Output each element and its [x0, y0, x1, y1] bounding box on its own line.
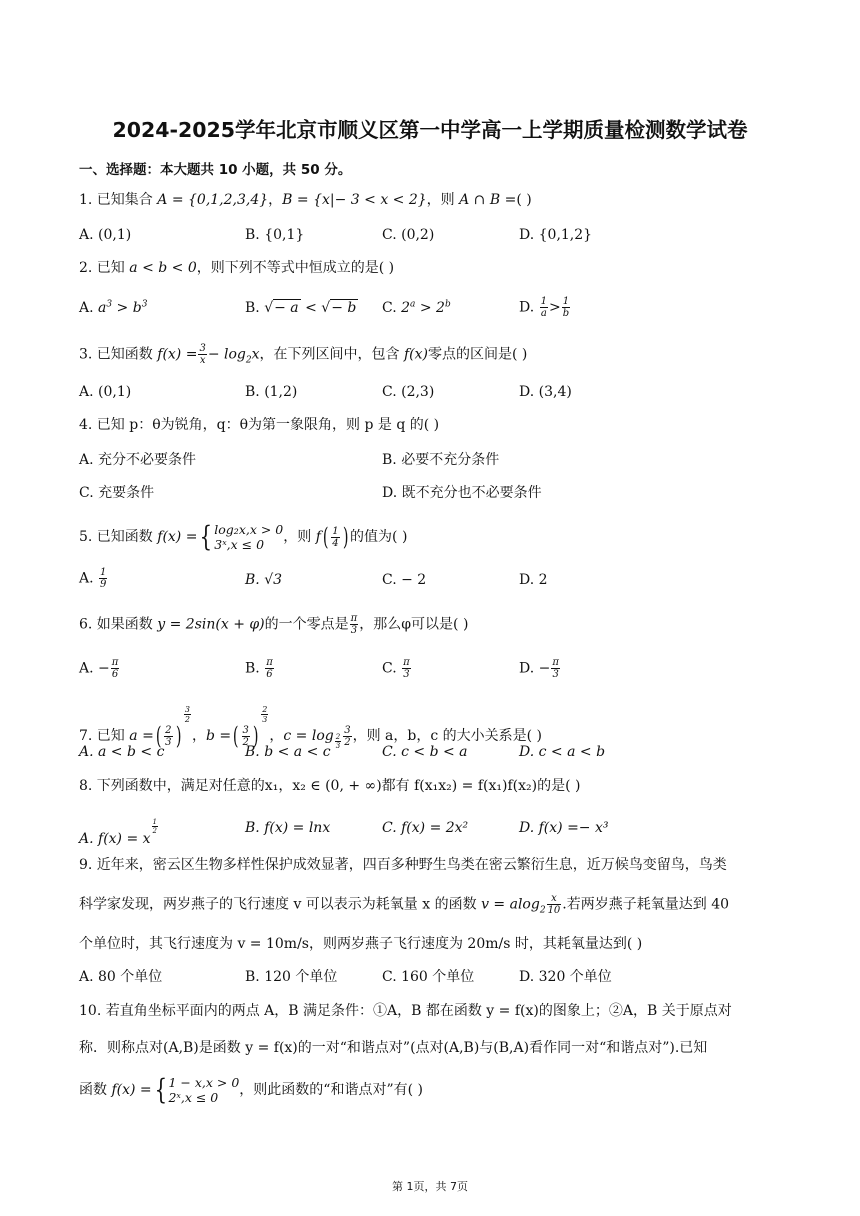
page-footer: 第 1页，共 7页: [392, 1180, 468, 1193]
q9-text-a: 科学家发现，两岁燕子的飞行速度 v 可以表示为耗氧量 x 的函数: [79, 896, 482, 913]
q6-stem: 6. 如果函数: [79, 616, 158, 633]
q3-stem-c: 零点的区间是( ): [428, 346, 528, 363]
q8-option-c: C. f(x) = 2x²: [382, 820, 469, 836]
q3-x: x: [251, 346, 260, 363]
q5-option-b: [245, 570, 282, 590]
q4-option-d: D. 既不充分也不必要条件: [382, 485, 542, 501]
q7-stem: 7. 已知: [79, 728, 130, 744]
q4-option-c: C. 充要条件: [79, 485, 155, 501]
q3-stem: 3. 已知函数: [79, 346, 158, 363]
q10-text-b: ，则此函数的“和谐点对”有( ): [239, 1082, 423, 1098]
q9-option-a: A. 80 个单位: [79, 969, 163, 985]
q6-func: y = 2sin(x + φ): [157, 616, 265, 633]
q5-option-c: C. − 2: [382, 572, 427, 588]
q6-stem-b: 的一个零点是: [264, 616, 349, 633]
q5-option-d: D. 2: [519, 572, 548, 588]
q6-stem-c: ，那么φ可以是( ): [359, 616, 469, 633]
q10-func: f(x) =: [111, 1082, 152, 1098]
q6-option-a: A. − $\frac{\pi}{6}$: [79, 657, 119, 680]
q1-option-c: C. (0,2): [382, 227, 435, 243]
q3-func: f(x) =: [157, 346, 198, 363]
question-7: 7. 已知 a =( $\frac{2}{3}$ ) $^{\frac{3}{2}}$ ，b =( $\frac{3}{2}$ ) $^{\frac{2}{3}}$ ，c = log $_{\frac{2}{3}}$ $\frac{3}{2}$ ，则 a，b，c 的大小关系是( ): [79, 705, 543, 750]
question-10-line-1: 10. 若直角坐标平面内的两点 A，B 满足条件：①A，B 都在函数 y = f(x)的图象上；②A，B 关于原点对: [79, 1003, 732, 1019]
q2-option-d-label: D.: [519, 299, 539, 316]
q1-expr: A ∩ B =: [459, 192, 517, 208]
question-1: [79, 190, 532, 210]
question-4: 4. 已知 p：θ为锐角，q：θ为第一象限角，则 p 是 q 的( ): [79, 417, 440, 433]
q5-option-a-label: A.: [79, 570, 99, 587]
question-9-line-3: 个单位时，其飞行速度为 v = 10m/s，则两岁燕子飞行速度为 20m/s 时，其耗氧量达到( ): [79, 936, 643, 952]
q7-stem-b: ，则 a，b，c 的大小关系是( ): [352, 728, 543, 744]
q2-option-a: A. $a^3 > b^3$: [79, 299, 148, 316]
q9-log-base: 2: [539, 905, 546, 916]
q9-text-b: .若两岁燕子耗氧量达到 40: [562, 896, 730, 913]
q2-option-c-label: C.: [382, 300, 402, 316]
q3-option-a: A. (0,1): [79, 384, 132, 400]
q1-option-d: D. {0,1,2}: [519, 227, 593, 243]
q2-stem: 2. 已知: [79, 260, 130, 276]
q3-log: − log: [207, 346, 246, 363]
q5-stem-b: ，则: [283, 529, 316, 545]
question-9-line-2: [79, 893, 729, 916]
question-5: 5. 已知函数 f(x) ={ log₂x,x > 0 3ˣ,x ≤ 0 ，则 f( $\frac{1}{4}$ ) 的值为( ): [79, 520, 408, 553]
q1-blank: ( ): [516, 192, 532, 208]
q2-option-d: D. $\frac{1}{a}$ > $\frac{1}{b}$: [519, 296, 570, 319]
question-10-line-3: 函数 f(x) ={ 1 − x,x > 0 2ˣ,x ≤ 0 ，则此函数的“和谐点对”有( ): [79, 1073, 423, 1106]
q3-option-d: D. (3,4): [519, 384, 572, 400]
q8-option-b: B. f(x) = lnx: [245, 820, 331, 836]
q3-fx: f(x): [403, 346, 428, 363]
question-6: [79, 613, 468, 636]
q5-stem: 5. 已知函数: [79, 529, 158, 545]
q2-option-a-label: A.: [79, 300, 99, 316]
question-9-line-1: 9. 近年来，密云区生物多样性保护成效显著，四百多种野生鸟类在密云繁衍生息，近万候鸟变留鸟，鸟类: [79, 857, 727, 873]
q6-option-c: C. $\frac{\pi}{3}$: [382, 657, 410, 680]
q2-option-b: B. √− a < √− b: [245, 300, 357, 316]
q3-fraction: $\frac{3}{x}$: [199, 343, 206, 366]
q4-option-b: B. 必要不充分条件: [382, 452, 500, 468]
question-3: [79, 343, 527, 366]
q9-option-b: B. 120 个单位: [245, 969, 338, 985]
q2-option-c: C. $2^a > 2^b$: [382, 299, 451, 316]
q9-fraction: $\frac{x}{10}$: [547, 893, 561, 916]
q1-sep: ，: [268, 192, 283, 208]
q9-option-d: D. 320 个单位: [519, 969, 612, 985]
q7-c-eq: c = log: [283, 728, 334, 744]
q7-option-c: C. c < b < a: [382, 744, 468, 760]
q5-stem-c: 的值为( ): [350, 529, 408, 545]
q5-option-a: A. $\frac{1}{9}$: [79, 567, 107, 590]
q5-cases: log₂x,x > 0 3ˣ,x ≤ 0: [214, 522, 284, 552]
q2-stem-b: ，则下列不等式中恒成立的是( ): [196, 260, 395, 276]
q8-option-d: D. f(x) =− x³: [519, 820, 609, 836]
q1-set-b: B = {x|− 3 < x < 2}: [282, 192, 427, 208]
q2-option-b-label: B.: [245, 300, 265, 316]
q3-option-b: B. (1,2): [245, 384, 298, 400]
q10-text-a: 函数: [79, 1082, 112, 1098]
q1-set-a: A = {0,1,2,3,4}: [157, 192, 269, 208]
q9-func: v = alog: [481, 896, 540, 913]
q3-log-base: 2: [245, 355, 252, 366]
q5-fraction: $\frac{1}{4}$: [332, 525, 339, 549]
q4-option-a: A. 充分不必要条件: [79, 452, 197, 468]
q7-sep1: ，: [192, 728, 207, 744]
page-title: 2024-2025学年北京市顺义区第一中学高一上学期质量检测数学试卷: [112, 118, 748, 142]
section-heading: 一、选择题：本大题共 10 小题，共 50 分。: [79, 162, 352, 178]
q6-option-d: D. − $\frac{\pi}{3}$: [519, 657, 559, 680]
q1-option-a: A. (0,1): [79, 227, 132, 243]
q8-option-a: A. f(x) = x $^{\frac{1}{2}}$: [79, 818, 158, 847]
q10-cases: 1 − x,x > 0 2ˣ,x ≤ 0: [168, 1075, 240, 1105]
q1-stem-b: ，则: [426, 192, 460, 208]
q6-fraction: $\frac{\pi}{3}$: [350, 613, 358, 636]
q3-option-c: C. (2,3): [382, 384, 435, 400]
question-8: 8. 下列函数中，满足对任意的x₁，x₂ ∈ (0, + ∞)都有 f(x₁x₂) = f(x₁)f(x₂)的是( ): [79, 778, 581, 794]
q1-stem: 1. 已知集合: [79, 192, 158, 208]
q3-stem-b: ，在下列区间中，包含: [259, 346, 404, 363]
q5-option-b-text: B. √3: [245, 572, 283, 588]
q1-option-b: B. {0,1}: [245, 227, 305, 243]
question-2: [79, 258, 394, 278]
q7-a-eq: a =: [129, 728, 154, 744]
q7-option-a: A. a < b < c: [79, 744, 165, 760]
q5-f: f: [315, 529, 321, 545]
q6-option-b: B. $\frac{\pi}{6}$: [245, 657, 273, 680]
question-10-line-2: 称．则称点对(A,B)是函数 y = f(x)的一对“和谐点对”(点对(A,B)与(B,A)看作同一对“和谐点对”).已知: [79, 1040, 708, 1056]
q7-b-eq: b =: [206, 728, 232, 744]
q7-sep2: ，: [269, 728, 284, 744]
q2-condition: a < b < 0: [129, 260, 197, 276]
q9-option-c: C. 160 个单位: [382, 969, 475, 985]
q7-option-b: B. b < a < c: [245, 744, 331, 760]
q7-option-d: D. c < a < b: [519, 744, 606, 760]
q5-func: f(x) =: [157, 529, 198, 545]
